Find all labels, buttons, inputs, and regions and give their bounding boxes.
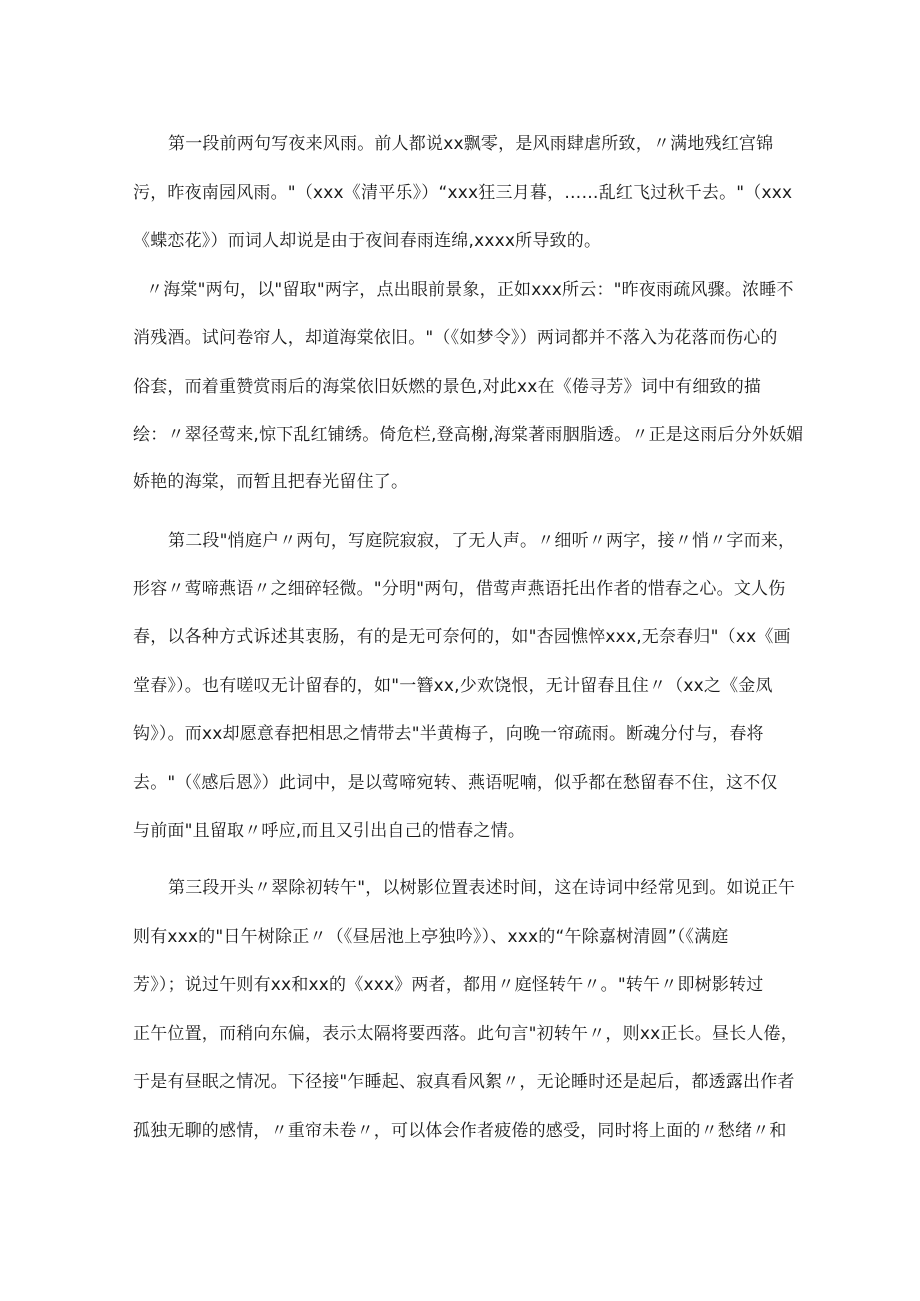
paragraph-4-line-1: 第三段开头〃翠除初转午"，以树影位置表述时间，这在诗词中经常见到。如说正午 xyxy=(168,878,796,898)
paragraph-3-line-5: 钩》）。而xx却愿意春把相思之情带去"半黄梅子，向晚一帘疏雨。断魂分付与，春将 xyxy=(133,724,764,744)
paragraph-4-line-3: 芳》）；说过午则有xx和xx的《xxx》两者，都用〃庭怪转午〃。"转午〃即树影转过 xyxy=(133,975,764,995)
paragraph-3-line-3: 春，以各种方式诉述其衷肠，有的是无可奈何的，如"杏园憔悴xxx,无奈春归"（xx《画 xyxy=(133,627,791,647)
paragraph-4-line-4: 正午位置，而稍向东偏，表示太隔将要西落。此句言"初转午〃，则xx正长。昼长人倦， xyxy=(133,1024,798,1044)
paragraph-2-line-5: 娇艳的海棠，而暂且把春光留住了。 xyxy=(133,472,409,492)
paragraph-2-line-3: 俗套，而着重赞赏雨后的海棠依旧妖燃的景色,对此xx在《倦寻芳》词中有细致的描 xyxy=(133,377,762,397)
paragraph-3-line-7: 与前面"且留取〃呼应,而且又引出自己的惜春之情。 xyxy=(133,821,526,841)
paragraph-1-line-1: 第一段前两句写夜来风雨。前人都说xx飘零，是风雨肆虐所致，〃满地残红宫锦 xyxy=(168,134,774,154)
paragraph-2-line-2: 消残酒。试问卷帘人，却道海棠依旧。"（《如梦令》）两词都并不落入为花落而伤心的 xyxy=(133,328,778,348)
paragraph-4-line-5: 于是有昼眠之情况。下径接"乍睡起、寂真看风絮〃，无论睡时还是起后，都透露出作者 xyxy=(133,1072,795,1092)
paragraph-2-line-1: 〃海棠"两句，以"留取"两字，点出眼前景象，正如xxx所云："昨夜雨疏风骤。浓睡不 xyxy=(146,280,794,300)
paragraph-1-line-2: 污，昨夜南园风雨。"（xxx《清平乐》）“xxx狂三月暮，……乱红飞过秋千去。"（xxx xyxy=(133,183,793,203)
paragraph-3-line-1: 第二段"悄庭户〃两句，写庭院寂寂，了无人声。〃细听〃两字，接〃悄〃字而来， xyxy=(168,531,796,551)
paragraph-2-line-4: 绘：〃翠径莺来,惊下乱红铺绣。倚危栏,登高榭,海棠著雨胭脂透。〃正是这雨后分外妖媚 xyxy=(133,425,804,445)
paragraph-3-line-4: 堂春》）。也有嗟叹无计留春的，如"一簪xx,少欢饶恨，无计留春且住〃（xx之《金凤 xyxy=(133,676,773,696)
paragraph-1-line-3: 《蝶恋花》）而词人却说是由于夜间春雨连绵,xxxx所导致的。 xyxy=(133,231,602,251)
paragraph-4-line-6: 孤独无聊的感情，〃重帘未卷〃，可以体会作者疲倦的感受，同时将上面的〃愁绪〃和 xyxy=(133,1121,787,1141)
paragraph-4-line-2: 则有xxx的"日午树除正〃（《昼居池上亭独吟》）、xxx的“午除嘉树清圆”（《满庭 xyxy=(133,927,729,947)
paragraph-3-line-2: 形容〃莺啼燕语〃之细碎轻微。"分明"两句，借莺声燕语托出作者的惜春之心。文人伤 xyxy=(133,579,786,599)
paragraph-3-line-6: 去。"（《感后恩》）此词中，是以莺啼宛转、燕语呢喃，似乎都在愁留春不住，这不仅 xyxy=(133,773,778,793)
